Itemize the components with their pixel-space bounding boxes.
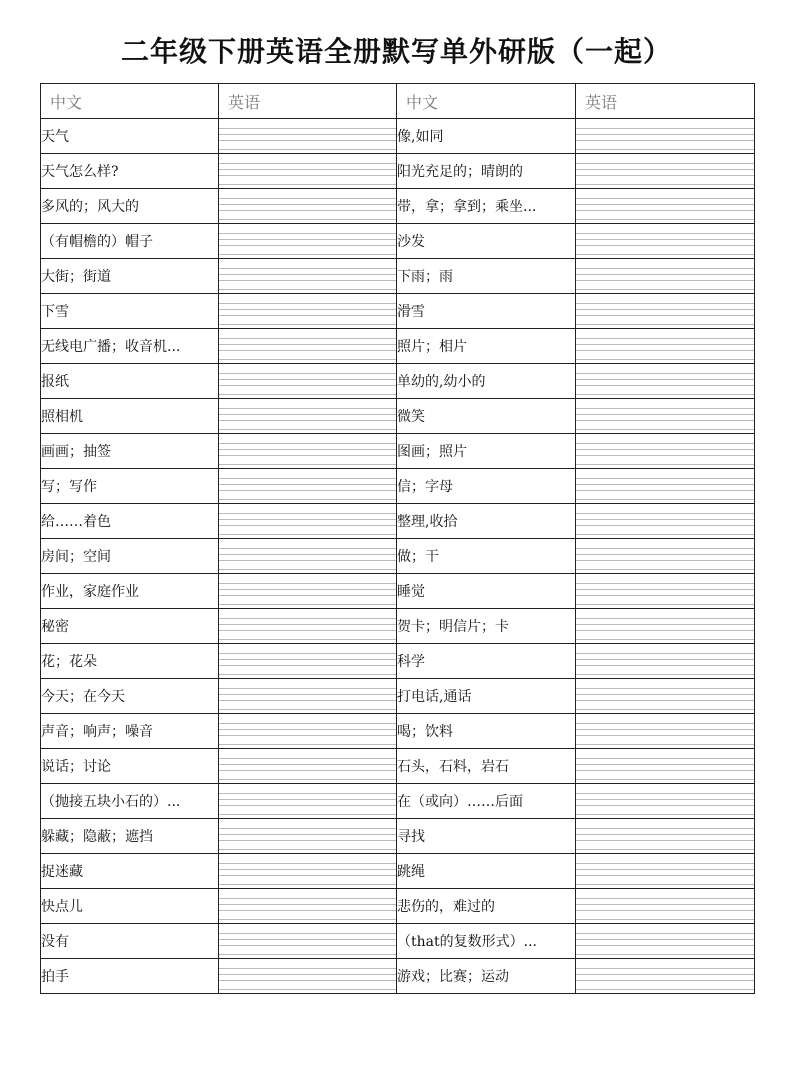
table-row [41, 224, 755, 259]
english-answer-cell-left[interactable] [219, 259, 397, 294]
table-row [41, 189, 755, 224]
writing-lines [219, 443, 396, 465]
chinese-cell-left: 下雪 [41, 294, 219, 329]
writing-lines [576, 443, 754, 465]
english-answer-cell-right[interactable] [576, 434, 755, 469]
table-row [41, 539, 755, 574]
english-answer-cell-left[interactable] [219, 609, 397, 644]
table-row [41, 784, 755, 819]
chinese-cell-left: 作业，家庭作业 [41, 574, 219, 609]
table-row [41, 889, 755, 924]
writing-lines [576, 968, 754, 990]
english-answer-cell-left[interactable] [219, 294, 397, 329]
writing-lines [219, 688, 396, 710]
writing-lines [219, 513, 396, 535]
chinese-cell-right: 在（或向）……后面 [397, 784, 576, 819]
english-answer-cell-right[interactable] [576, 469, 755, 504]
dictation-table [40, 83, 755, 994]
writing-lines [219, 268, 396, 290]
writing-lines [576, 723, 754, 745]
chinese-cell-right: 单幼的,幼小的 [397, 364, 576, 399]
english-answer-cell-right[interactable] [576, 364, 755, 399]
table-row [41, 854, 755, 889]
english-answer-cell-left[interactable] [219, 154, 397, 189]
writing-lines [219, 723, 396, 745]
chinese-cell-left: 捉迷藏 [41, 854, 219, 889]
page-title: 二年级下册英语全册默写单外研版（一起） [120, 35, 672, 68]
english-answer-cell-left[interactable] [219, 539, 397, 574]
english-answer-cell-right[interactable] [576, 189, 755, 224]
writing-lines [219, 408, 396, 430]
english-answer-cell-right[interactable] [576, 854, 755, 889]
chinese-cell-left: 多风的；风大的 [41, 189, 219, 224]
chinese-cell-left: （有帽檐的）帽子 [41, 224, 219, 259]
writing-lines [219, 618, 396, 640]
table-row [41, 819, 755, 854]
english-answer-cell-left[interactable] [219, 854, 397, 889]
writing-lines [576, 513, 754, 535]
english-answer-cell-right[interactable] [576, 504, 755, 539]
table-row [41, 364, 755, 399]
header-chinese-left: 中文 [41, 84, 219, 119]
chinese-cell-right: 喝；饮料 [397, 714, 576, 749]
writing-lines [576, 303, 754, 325]
english-answer-cell-right[interactable] [576, 819, 755, 854]
header-row [41, 84, 755, 119]
writing-lines [576, 233, 754, 255]
english-answer-cell-left[interactable] [219, 749, 397, 784]
writing-lines [219, 653, 396, 675]
writing-lines [576, 793, 754, 815]
chinese-cell-left: 报纸 [41, 364, 219, 399]
writing-lines [219, 373, 396, 395]
writing-lines [576, 373, 754, 395]
chinese-cell-right: 石头，石料，岩石 [397, 749, 576, 784]
writing-lines [576, 268, 754, 290]
chinese-cell-left: 躲藏；隐蔽；遮挡 [41, 819, 219, 854]
english-answer-cell-left[interactable] [219, 434, 397, 469]
writing-lines [219, 233, 396, 255]
writing-lines [219, 758, 396, 780]
chinese-cell-right: 滑雪 [397, 294, 576, 329]
writing-lines [576, 688, 754, 710]
writing-lines [219, 583, 396, 605]
english-answer-cell-right[interactable] [576, 679, 755, 714]
english-answer-cell-left[interactable] [219, 924, 397, 959]
writing-lines [576, 618, 754, 640]
chinese-cell-right: 睡觉 [397, 574, 576, 609]
writing-lines [576, 408, 754, 430]
header-english-right: 英语 [576, 84, 755, 119]
chinese-cell-left: （抛接五块小石的）... [41, 784, 219, 819]
table-row [41, 644, 755, 679]
chinese-cell-right: 打电话,通话 [397, 679, 576, 714]
writing-lines [219, 828, 396, 850]
chinese-cell-right: 带，拿；拿到；乘坐... [397, 189, 576, 224]
table-row [41, 504, 755, 539]
writing-lines [219, 968, 396, 990]
writing-lines [576, 583, 754, 605]
table-row [41, 119, 755, 154]
english-answer-cell-left[interactable] [219, 469, 397, 504]
writing-lines [576, 758, 754, 780]
writing-lines [219, 933, 396, 955]
chinese-cell-left: 写；写作 [41, 469, 219, 504]
chinese-cell-right: 做；干 [397, 539, 576, 574]
english-answer-cell-left[interactable] [219, 189, 397, 224]
writing-lines [219, 898, 396, 920]
table-row [41, 679, 755, 714]
chinese-cell-right: 跳绳 [397, 854, 576, 889]
english-answer-cell-left[interactable] [219, 504, 397, 539]
writing-lines [576, 478, 754, 500]
chinese-cell-right: 信；字母 [397, 469, 576, 504]
chinese-cell-right: 寻找 [397, 819, 576, 854]
chinese-cell-left: 画画；抽签 [41, 434, 219, 469]
english-answer-cell-right[interactable] [576, 224, 755, 259]
chinese-cell-left: 没有 [41, 924, 219, 959]
chinese-cell-right: （that的复数形式）... [397, 924, 576, 959]
writing-lines [576, 828, 754, 850]
english-answer-cell-right[interactable] [576, 399, 755, 434]
english-answer-cell-left[interactable] [219, 959, 397, 994]
english-answer-cell-right[interactable] [576, 294, 755, 329]
english-answer-cell-left[interactable] [219, 364, 397, 399]
chinese-cell-right: 图画；照片 [397, 434, 576, 469]
chinese-cell-left: 快点儿 [41, 889, 219, 924]
chinese-cell-left: 给……着色 [41, 504, 219, 539]
table-row [41, 574, 755, 609]
writing-lines [576, 898, 754, 920]
english-answer-cell-right[interactable] [576, 784, 755, 819]
writing-lines [219, 478, 396, 500]
writing-lines [576, 128, 754, 150]
english-answer-cell-right[interactable] [576, 119, 755, 154]
english-answer-cell-left[interactable] [219, 784, 397, 819]
english-answer-cell-left[interactable] [219, 644, 397, 679]
writing-lines [576, 338, 754, 360]
writing-lines [219, 163, 396, 185]
chinese-cell-right: 整理,收拾 [397, 504, 576, 539]
table-row [41, 259, 755, 294]
english-answer-cell-right[interactable] [576, 644, 755, 679]
chinese-cell-right: 下雨；雨 [397, 259, 576, 294]
english-answer-cell-left[interactable] [219, 399, 397, 434]
chinese-cell-left: 花；花朵 [41, 644, 219, 679]
table-row [41, 329, 755, 364]
table-row [41, 714, 755, 749]
table-row [41, 609, 755, 644]
writing-lines [219, 128, 396, 150]
english-answer-cell-right[interactable] [576, 889, 755, 924]
chinese-cell-left: 房间；空间 [41, 539, 219, 574]
writing-lines [576, 548, 754, 570]
english-answer-cell-right[interactable] [576, 959, 755, 994]
english-answer-cell-right[interactable] [576, 749, 755, 784]
writing-lines [219, 793, 396, 815]
chinese-cell-right: 贺卡；明信片；卡 [397, 609, 576, 644]
english-answer-cell-right[interactable] [576, 154, 755, 189]
table-row [41, 399, 755, 434]
english-answer-cell-right[interactable] [576, 714, 755, 749]
table-row [41, 434, 755, 469]
english-answer-cell-right[interactable] [576, 259, 755, 294]
writing-lines [576, 198, 754, 220]
chinese-cell-left: 无线电广播；收音机... [41, 329, 219, 364]
chinese-cell-left: 说话；讨论 [41, 749, 219, 784]
chinese-cell-right: 沙发 [397, 224, 576, 259]
chinese-cell-left: 拍手 [41, 959, 219, 994]
writing-lines [576, 933, 754, 955]
writing-lines [576, 653, 754, 675]
chinese-cell-right: 游戏；比赛；运动 [397, 959, 576, 994]
english-answer-cell-left[interactable] [219, 329, 397, 364]
english-answer-cell-left[interactable] [219, 889, 397, 924]
writing-lines [576, 863, 754, 885]
english-answer-cell-right[interactable] [576, 574, 755, 609]
english-answer-cell-right[interactable] [576, 539, 755, 574]
table-row [41, 749, 755, 784]
writing-lines [219, 198, 396, 220]
english-answer-cell-left[interactable] [219, 679, 397, 714]
header-chinese-right: 中文 [397, 84, 576, 119]
header-english-left: 英语 [219, 84, 397, 119]
chinese-cell-left: 天气 [41, 119, 219, 154]
chinese-cell-right: 微笑 [397, 399, 576, 434]
chinese-cell-left: 秘密 [41, 609, 219, 644]
english-answer-cell-right[interactable] [576, 329, 755, 364]
writing-lines [219, 863, 396, 885]
table-row [41, 294, 755, 329]
writing-lines [576, 163, 754, 185]
chinese-cell-right: 阳光充足的；晴朗的 [397, 154, 576, 189]
chinese-cell-left: 大街；街道 [41, 259, 219, 294]
table-row [41, 959, 755, 994]
table-row [41, 469, 755, 504]
chinese-cell-right: 科学 [397, 644, 576, 679]
english-answer-cell-left[interactable] [219, 224, 397, 259]
english-answer-cell-left[interactable] [219, 819, 397, 854]
english-answer-cell-left[interactable] [219, 574, 397, 609]
chinese-cell-left: 声音；响声；噪音 [41, 714, 219, 749]
chinese-cell-right: 照片；相片 [397, 329, 576, 364]
english-answer-cell-right[interactable] [576, 609, 755, 644]
writing-lines [219, 338, 396, 360]
writing-lines [219, 548, 396, 570]
table-row [41, 924, 755, 959]
chinese-cell-left: 天气怎么样? [41, 154, 219, 189]
english-answer-cell-left[interactable] [219, 119, 397, 154]
table-row [41, 154, 755, 189]
chinese-cell-right: 像,如同 [397, 119, 576, 154]
english-answer-cell-right[interactable] [576, 924, 755, 959]
chinese-cell-right: 悲伤的，难过的 [397, 889, 576, 924]
chinese-cell-left: 今天；在今天 [41, 679, 219, 714]
english-answer-cell-left[interactable] [219, 714, 397, 749]
chinese-cell-left: 照相机 [41, 399, 219, 434]
writing-lines [219, 303, 396, 325]
